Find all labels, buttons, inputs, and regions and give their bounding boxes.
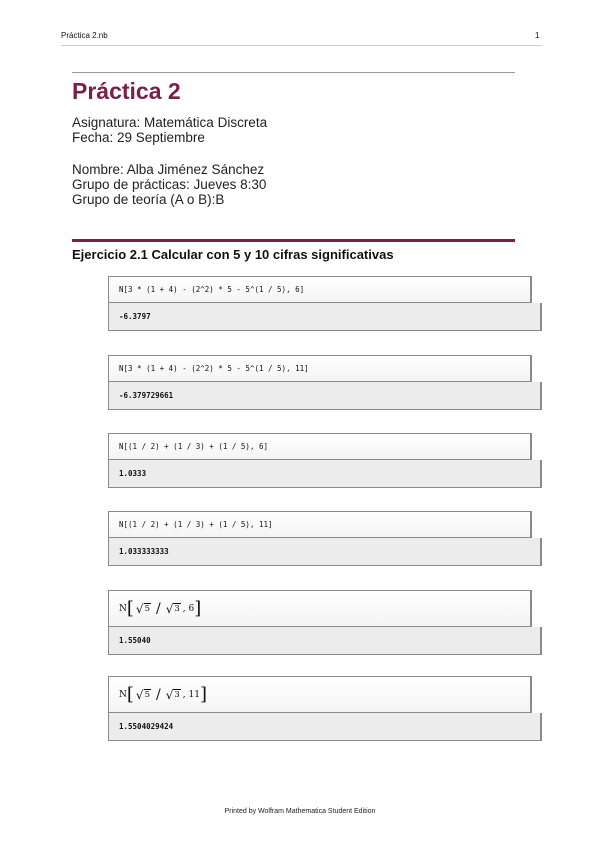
input-code: N[(1 / 2) + (1 / 3) + (1 / 5), 11] (119, 520, 273, 529)
open-bracket-icon: [ (126, 684, 134, 705)
function-head: N (119, 690, 127, 700)
divide-slash-icon: / (155, 601, 161, 617)
close-bracket-icon: ] (199, 684, 207, 705)
close-bracket-icon: ] (194, 598, 202, 619)
section-rule (72, 239, 515, 242)
notebook-cell (108, 355, 542, 410)
info-asignatura: Asignatura: Matemática Discreta (72, 115, 268, 130)
info-grupo-practicas: Grupo de prácticas: Jueves 8:30 (72, 177, 267, 192)
input-code: N[3 * (1 + 4) - (2^2) * 5 - 5^(1 / 5), 6] (119, 285, 305, 294)
notebook-cell (108, 276, 542, 331)
sqrt-numerator: √ 5 (135, 602, 150, 616)
sqrt-denominator: √ 3 (165, 688, 180, 702)
output-value: -6.3797 (119, 312, 151, 321)
document-title: Práctica 2 (72, 78, 181, 104)
info-fecha: Fecha: 29 Septiembre (72, 130, 205, 145)
precision-arg: , 11 (182, 690, 200, 700)
output-value: 1.0333 (119, 469, 147, 478)
output-value: -6.379729661 (119, 391, 174, 400)
input-cell[interactable] (108, 590, 532, 627)
input-math (119, 599, 201, 619)
output-value: 1.033333333 (119, 547, 169, 556)
page-footer: Printed by Wolfram Mathematica Student Edition (224, 808, 376, 815)
output-cell (108, 460, 542, 488)
info-nombre: Nombre: Alba Jiménez Sánchez (72, 162, 265, 177)
section-title: Ejercicio 2.1 Calcular con 5 y 10 cifras significativas (72, 247, 394, 262)
precision-arg: , 6 (182, 604, 195, 614)
page-number: 1 (535, 31, 540, 40)
sqrt-denominator: √ 3 (165, 602, 180, 616)
divide-slash-icon: / (155, 687, 161, 703)
open-bracket-icon: [ (126, 598, 134, 619)
output-cell (108, 713, 542, 741)
input-code: N[(1 / 2) + (1 / 3) + (1 / 5), 6] (119, 442, 269, 451)
output-value: 1.55040 (119, 636, 151, 645)
input-cell[interactable] (108, 276, 532, 303)
output-cell (108, 538, 542, 566)
title-rule (72, 72, 515, 73)
input-code: N[3 * (1 + 4) - (2^2) * 5 - 5^(1 / 5), 11] (119, 364, 309, 373)
page-header-filename: Práctica 2.nb (61, 31, 108, 40)
output-cell (108, 303, 542, 331)
output-cell (108, 382, 542, 410)
notebook-cell (108, 433, 542, 488)
notebook-cell (108, 511, 542, 566)
notebook-cell (108, 590, 542, 655)
sqrt-numerator: √ 5 (135, 688, 150, 702)
input-math (119, 685, 207, 705)
output-value: 1.5504029424 (119, 722, 174, 731)
input-cell[interactable] (108, 355, 532, 382)
info-grupo-teoria: Grupo de teoría (A o B):B (72, 192, 225, 207)
input-cell[interactable] (108, 511, 532, 538)
output-cell (108, 627, 542, 655)
input-cell[interactable] (108, 433, 532, 460)
header-divider (61, 45, 542, 46)
function-head: N (119, 604, 127, 614)
notebook-cell (108, 676, 542, 741)
input-cell[interactable] (108, 676, 532, 713)
